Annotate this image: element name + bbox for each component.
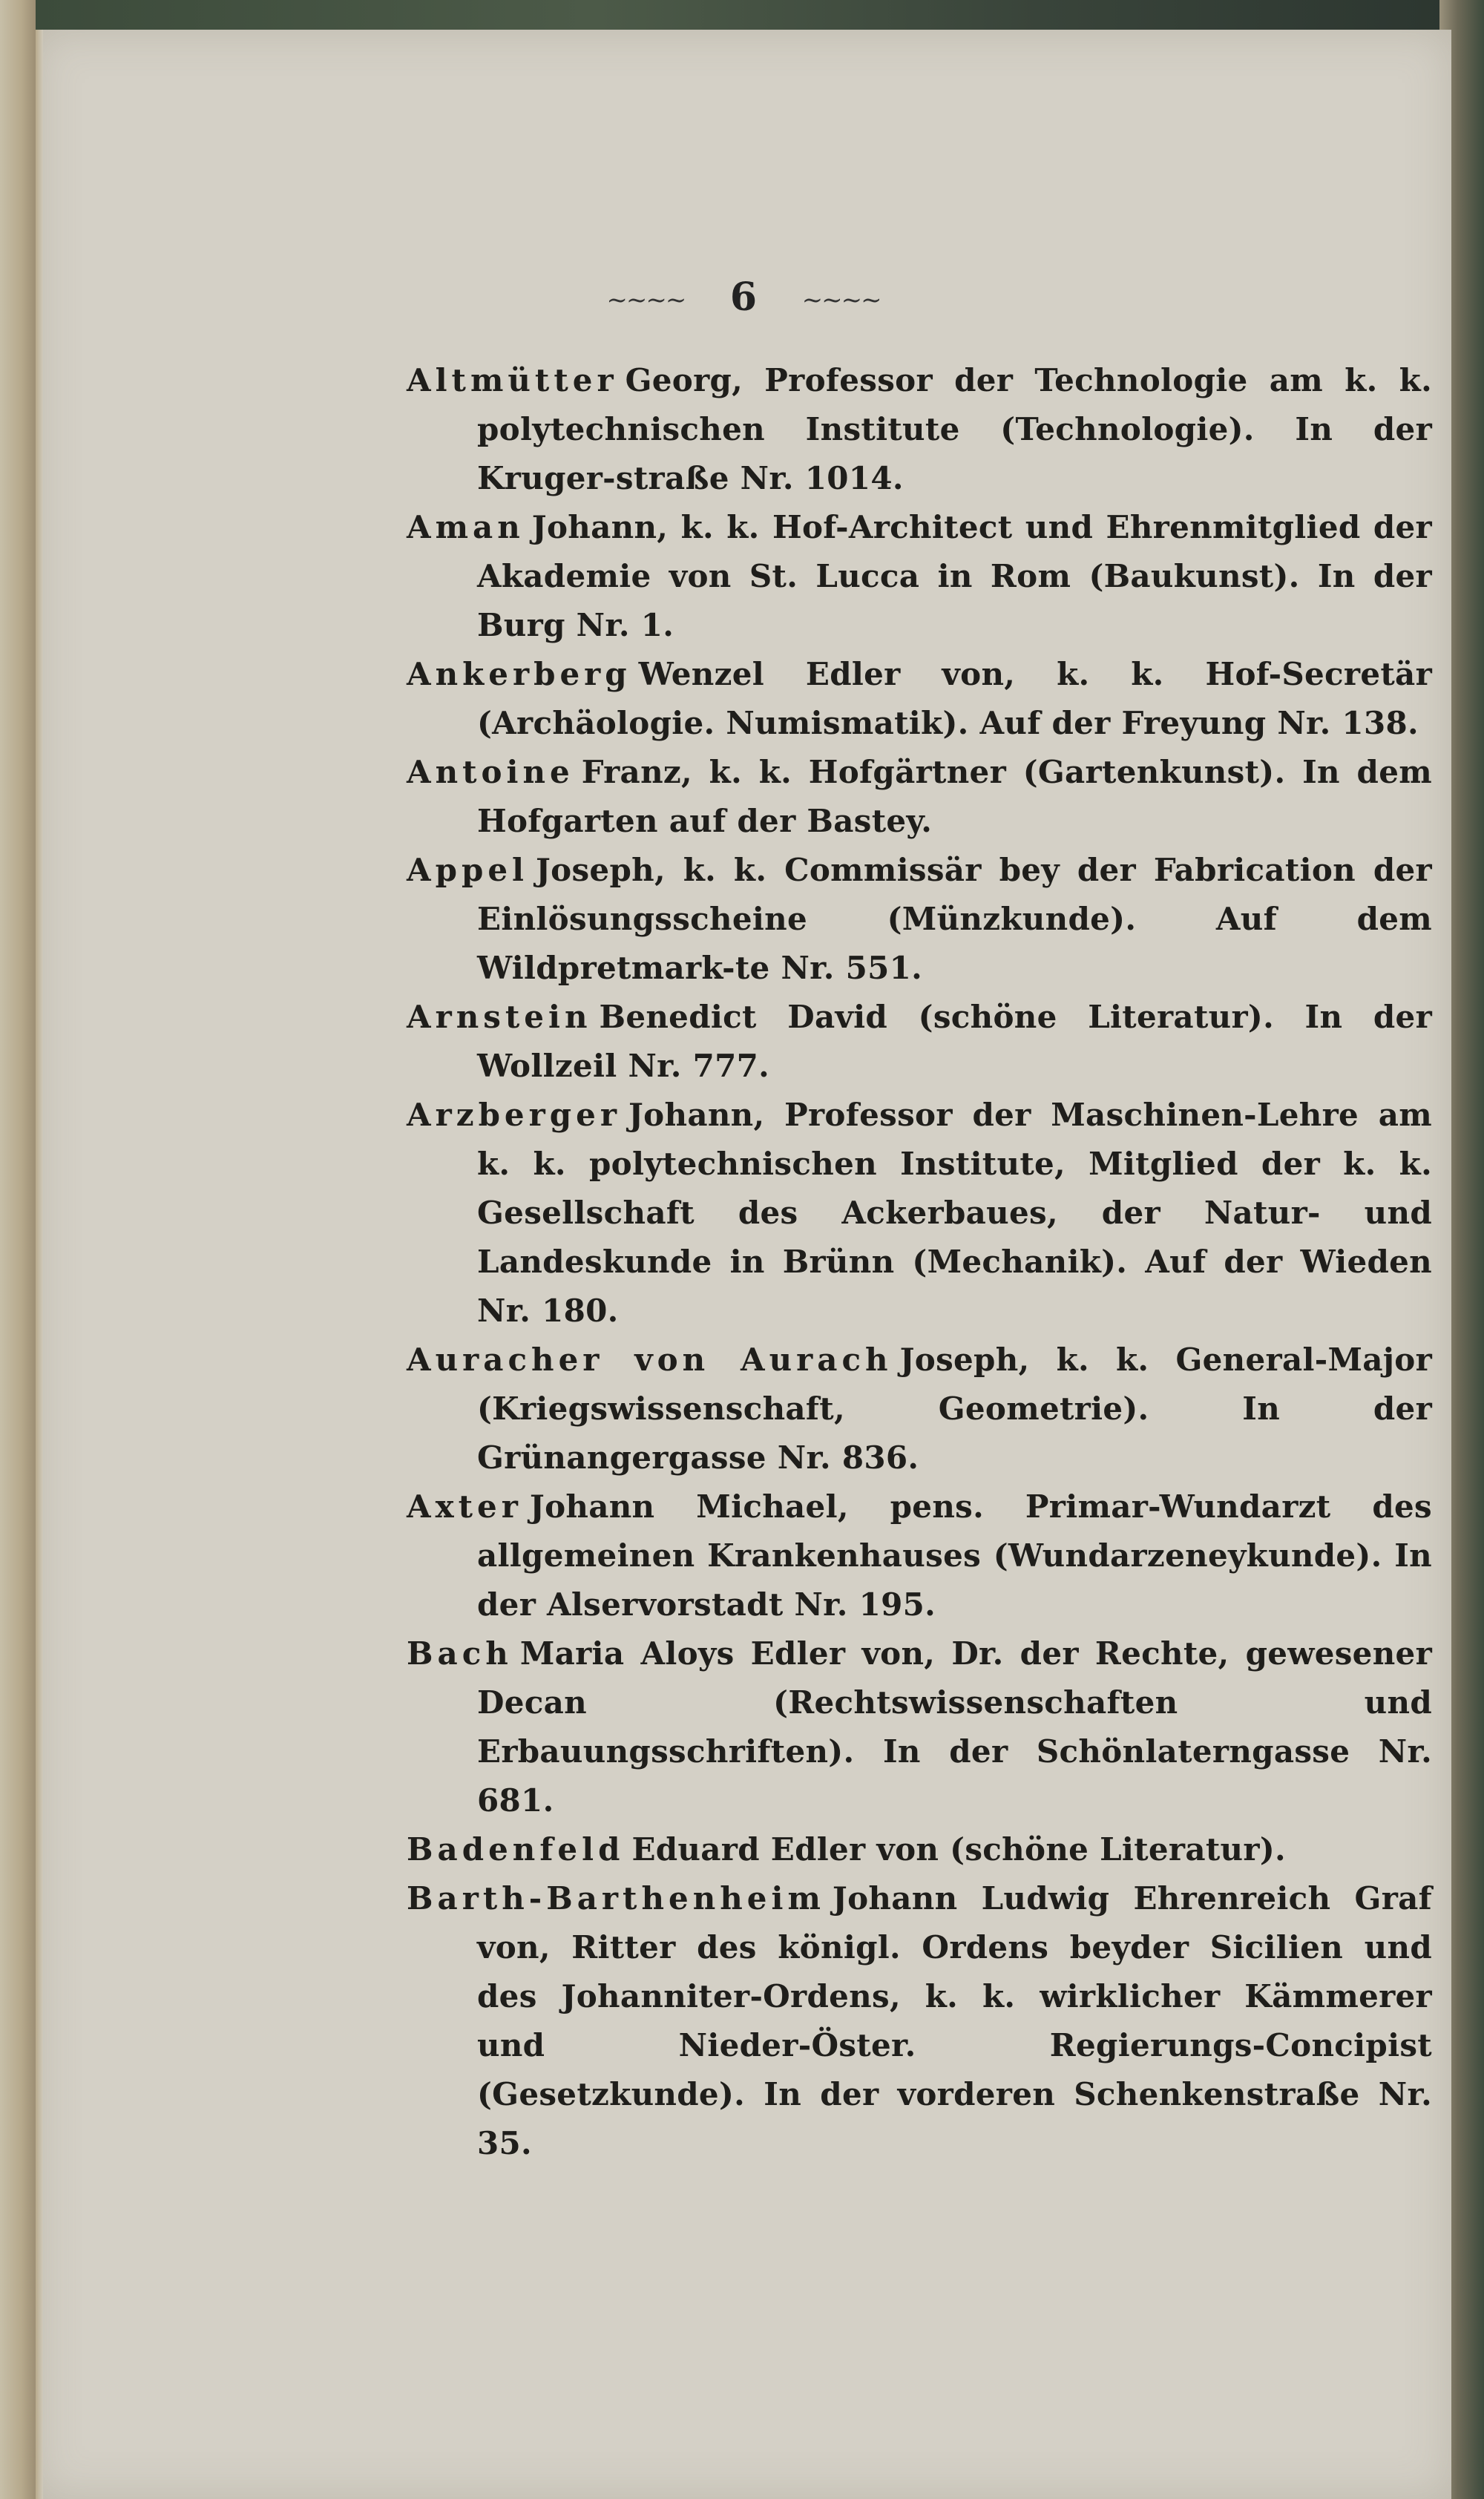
directory-entry: [407, 1482, 1432, 1629]
entry-surname: Ankerberg: [407, 656, 631, 692]
entry-text: Maria Aloys Edler von, Dr. der Rechte, gewesener Decan (Rechtswissenschaften und Erbauungsschriften). In der Schönlaterngasse Nr. 681.: [477, 1635, 1432, 1819]
directory-entry: [407, 650, 1432, 748]
directory-entry: [407, 1629, 1432, 1825]
entry-text: Eduard Edler von (schöne Literatur).: [631, 1831, 1286, 1868]
book-cover-top: [0, 0, 1484, 30]
book-page: [36, 30, 1451, 2499]
page-gutter: [36, 30, 43, 2499]
entry-text: Benedict David (schöne Literatur). In der Wollzeil Nr. 777.: [477, 999, 1432, 1084]
entry-text: Johann Ludwig Ehrenreich Graf von, Ritter des königl. Ordens beyder Sicilien und des Johanniter-Ordens, k. k. wirklicher Kämmerer und Nieder-Öster. Regierungs-Concipist (Gesetzkunde). In der vorderen Schenkenstraße Nr. 35.: [477, 1880, 1432, 2161]
entry-surname: Antoine: [407, 754, 574, 790]
entry-text: Johann, Professor der Maschinen-Lehre am k. k. polytechnischen Institute, Mitglied der k. k. Gesellschaft des Ackerbaues, der Natur- und Landeskunde in Brünn (Mechanik). Auf der Wieden Nr. 180.: [477, 1097, 1432, 1329]
entry-text: Joseph, k. k. Commissär bey der Fabrication der Einlösungsscheine (Münzkunde). Auf dem Wildpretmark-te Nr. 551.: [477, 852, 1432, 986]
entry-surname: Aman: [407, 509, 525, 545]
directory-entry: [407, 846, 1432, 993]
book-spine-left: [0, 0, 36, 2499]
entry-surname: Arnstein: [407, 999, 592, 1035]
entry-surname: Barth-Barthenheim: [407, 1880, 825, 1917]
entry-text: Wenzel Edler von, k. k. Hof-Secretär (Archäologie. Numismatik). Auf der Freyung Nr. 138.: [477, 656, 1432, 741]
directory-entry: [407, 1825, 1432, 1874]
directory-entry: [407, 993, 1432, 1091]
directory-entry: [407, 1091, 1432, 1336]
directory-entry: [407, 1336, 1432, 1482]
entry-text: Johann Michael, pens. Primar-Wundarzt des allgemeinen Krankenhauses (Wundarzeneykunde). In der Alservorstadt Nr. 195.: [477, 1488, 1432, 1623]
directory-entry: [407, 748, 1432, 846]
entry-surname: Bach: [407, 1635, 513, 1672]
directory-entry: [407, 1874, 1432, 2168]
entry-surname: Altmütter: [407, 362, 618, 398]
entry-text: Franz, k. k. Hofgärtner (Gartenkunst). In dem Hofgarten auf der Bastey.: [477, 754, 1432, 839]
page-header: [36, 275, 1451, 320]
directory-entry: [407, 356, 1432, 503]
directory-entries: [407, 356, 1432, 2168]
ornament-right: ~~~~: [801, 285, 881, 315]
entry-text: Joseph, k. k. General-Major (Kriegswissenschaft, Geometrie). In der Grünangergasse Nr. 836.: [477, 1342, 1432, 1476]
entry-surname: Auracher von Aurach: [407, 1342, 893, 1378]
entry-surname: Appel: [407, 852, 528, 888]
directory-entry: [407, 503, 1432, 650]
page-number: 6: [729, 275, 758, 320]
entry-text: Johann, k. k. Hof-Architect und Ehrenmitglied der Akademie von St. Lucca in Rom (Baukunst). In der Burg Nr. 1.: [477, 509, 1432, 643]
entry-text: Georg, Professor der Technologie am k. k. polytechnischen Institute (Technologie). In der Kruger-straße Nr. 1014.: [477, 362, 1432, 496]
entry-surname: Arzberger: [407, 1097, 621, 1133]
entry-surname: Axter: [407, 1488, 522, 1525]
ornament-left: ~~~~: [606, 285, 686, 315]
entry-surname: Badenfeld: [407, 1831, 625, 1868]
